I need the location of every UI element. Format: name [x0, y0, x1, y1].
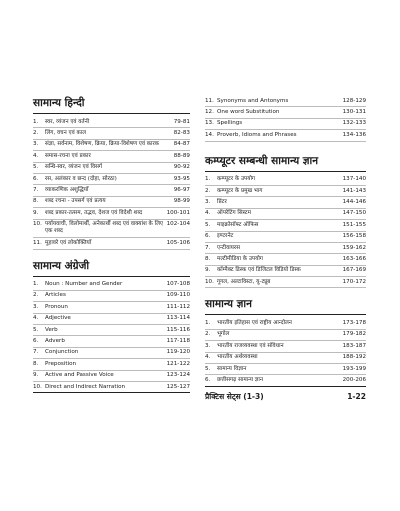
toc-entry — [33, 163, 190, 174]
toc-entry-number: 10. — [33, 221, 42, 228]
practice-sets-row — [205, 392, 366, 404]
toc-entry-title: भारतीय इतिहास एवं राष्ट्रीय आन्दोलन — [217, 320, 292, 327]
toc-entry-pages: 107-108 — [166, 281, 190, 288]
toc-entry-title: एन्टीवायरस — [217, 244, 240, 251]
toc-entry-title: Active and Passive Voice — [45, 372, 114, 379]
toc-entry — [33, 382, 190, 393]
section-title-computer: कम्प्यूटर सम्बन्धी सामान्य ज्ञान — [205, 154, 366, 172]
toc-entry-number: 6. — [205, 233, 211, 240]
toc-entry-title: संज्ञा, सर्वनाम, विशेषण, क्रिया, क्रिया-विशेषण एवं कारक — [45, 141, 160, 148]
toc-entry-pages: 141-143 — [342, 187, 366, 194]
toc-entry — [33, 128, 190, 139]
toc-entry-number: 3. — [205, 342, 211, 349]
toc-entry-pages: 134-136 — [342, 131, 366, 138]
toc-entry — [33, 185, 190, 196]
toc-entry-pages: 173-178 — [342, 320, 366, 327]
toc-entry-title: Pronoun — [45, 303, 68, 310]
toc-entry-pages: 98-99 — [173, 198, 190, 205]
toc-entry-title: Articles — [45, 292, 66, 299]
toc-entry-pages: 111-112 — [166, 303, 190, 310]
toc-entry-number: 5. — [205, 221, 211, 228]
section-title-gk: सामान्य ज्ञान — [205, 297, 366, 315]
toc-entry — [33, 359, 190, 370]
toc-entry-number: 11. — [205, 97, 214, 104]
toc-entry — [33, 325, 190, 336]
toc-entry-pages: 125-127 — [166, 383, 190, 390]
right-column — [205, 96, 366, 404]
toc-entry-title: रस, अलंकार व छन्द (दोहा, सोरठा) — [45, 175, 117, 182]
toc-entry-number: 9. — [205, 267, 211, 274]
section-title-hindi: सामान्य हिन्दी — [33, 96, 190, 114]
toc-entry-pages: 170-172 — [342, 278, 366, 285]
toc-entry-pages: 121-122 — [166, 360, 190, 367]
toc-entry-number: 6. — [33, 175, 39, 182]
computer-list — [205, 175, 366, 289]
toc-entry — [33, 302, 190, 313]
toc-entry-number: 4. — [205, 354, 211, 361]
toc-entry-pages: 93-95 — [173, 175, 190, 182]
toc-entry-pages: 132-133 — [342, 120, 366, 127]
toc-entry — [205, 318, 366, 329]
toc-entry-title: Verb — [45, 326, 58, 333]
toc-entry-title: Adverb — [45, 338, 65, 345]
english-list — [33, 280, 190, 394]
toc-entry-number: 3. — [33, 303, 39, 310]
toc-entry-number: 4. — [205, 210, 211, 217]
toc-entry — [205, 96, 366, 107]
toc-entry-title: Preposition — [45, 360, 77, 367]
toc-entry-number: 1. — [205, 320, 211, 327]
toc-entry-pages: 193-199 — [342, 365, 366, 372]
toc-entry-number: 14. — [205, 131, 214, 138]
toc-entry — [205, 353, 366, 364]
toc-entry-pages: 147-150 — [342, 210, 366, 217]
toc-entry-number: 2. — [205, 331, 211, 338]
toc-entry-title: सन्धि-स्वर, व्यंजन एवं विसर्ग — [45, 164, 103, 171]
toc-entry-pages: 100-101 — [166, 209, 190, 216]
toc-entry — [205, 209, 366, 220]
toc-entry — [33, 314, 190, 325]
toc-entry-number: 13. — [205, 120, 214, 127]
toc-entry-number: 9. — [33, 372, 39, 379]
toc-entry-pages: 137-140 — [342, 176, 366, 183]
toc-entry-pages: 200-206 — [342, 377, 366, 384]
toc-entry — [205, 375, 366, 386]
toc-entry-title: इण्टरनेट — [217, 233, 234, 240]
gk-list — [205, 318, 366, 386]
toc-entry-number: 8. — [33, 360, 39, 367]
toc-entry-number: 6. — [205, 377, 211, 384]
toc-entry-number: 6. — [33, 338, 39, 345]
toc-entry-pages: 102-104 — [166, 221, 190, 228]
toc-entry-pages: 90-92 — [173, 164, 190, 171]
toc-entry-number: 4. — [33, 315, 39, 322]
toc-entry — [205, 197, 366, 208]
toc-entry-number: 5. — [205, 365, 211, 372]
toc-entry-pages: 109-110 — [166, 292, 190, 299]
toc-entry-pages: 82-83 — [173, 129, 190, 136]
toc-entry — [33, 238, 190, 249]
toc-entry — [205, 277, 366, 288]
toc-entry-number: 3. — [205, 198, 211, 205]
toc-entry-title: कॉम्पैक्ट डिस्क एवं डिजिटल विडियो डिस्क — [217, 267, 301, 274]
toc-entry-number: 10. — [205, 278, 214, 285]
practice-sets-pages: 1-22 — [347, 391, 366, 401]
toc-entry-pages: 88-89 — [173, 152, 190, 159]
toc-entry-pages: 167-169 — [342, 267, 366, 274]
toc-entry-number: 1. — [205, 176, 211, 183]
toc-entry-title: व्याकरणिक अशुद्धियाँ — [45, 186, 89, 193]
toc-entry — [33, 371, 190, 382]
toc-entry — [205, 130, 366, 141]
toc-entry-number: 4. — [33, 152, 39, 159]
toc-entry — [205, 266, 366, 277]
toc-entry — [33, 151, 190, 162]
toc-entry-number: 5. — [33, 326, 39, 333]
toc-entry-title: Proverb, Idioms and Phrases — [217, 131, 297, 138]
left-column — [33, 96, 190, 393]
toc-entry-pages: 123-124 — [166, 372, 190, 379]
toc-entry-title: भारतीय अर्थव्यवस्था — [217, 354, 258, 361]
toc-entry-number: 7. — [205, 244, 211, 251]
toc-entry-pages: 79-81 — [173, 118, 190, 125]
toc-entry — [33, 197, 190, 208]
practice-sets-title: प्रैक्टिस सेट्स (1-3) — [205, 391, 264, 401]
toc-entry-pages: 113-114 — [166, 315, 190, 322]
toc-entry — [205, 175, 366, 186]
toc-entry — [205, 232, 366, 243]
english-continued-list — [205, 96, 366, 142]
toc-entry-title: मुहावरे एवं लोकोक्तियाँ — [45, 239, 92, 246]
toc-entry-title: पर्यायवाची, विलोमार्थी, अनेकार्थी शब्द एवं वाक्यांश के लिए एक शब्द — [45, 221, 163, 235]
toc-entry-title: लिंग, वचन एवं काल — [45, 129, 87, 136]
toc-entry — [205, 243, 366, 254]
toc-entry-pages: 151-155 — [342, 221, 366, 228]
toc-entry-title: कम्प्यूटर के उपयोग — [217, 176, 256, 183]
toc-entry — [33, 174, 190, 185]
toc-entry-number: 1. — [33, 118, 39, 125]
toc-entry — [33, 348, 190, 359]
toc-entry — [205, 364, 366, 375]
toc-entry — [205, 107, 366, 118]
toc-entry-title: Synonyms and Antonyms — [217, 97, 289, 104]
toc-entry-title: स्वर, व्यंजन एवं वर्तनी — [45, 118, 90, 125]
toc-entry-title: शब्द प्रकार-तत्सम, तद्भव, देशज एवं विदेशी शब्द — [45, 209, 143, 216]
toc-entry-title: ऑपरेटिंग सिस्टम — [217, 210, 251, 217]
toc-entry-title: Adjective — [45, 315, 71, 322]
toc-entry-title: Spellings — [217, 120, 243, 127]
toc-entry-pages: 179-182 — [342, 331, 366, 338]
toc-entry-pages: 96-97 — [173, 186, 190, 193]
toc-entry-pages: 144-146 — [342, 198, 366, 205]
toc-entry-title: माइक्रोसॉफ्ट ऑफिस — [217, 221, 259, 228]
toc-entry — [33, 140, 190, 151]
toc-entry — [33, 336, 190, 347]
toc-entry-number: 2. — [205, 187, 211, 194]
toc-entry-pages: 188-192 — [342, 354, 366, 361]
toc-entry-title: भूगोल — [217, 331, 230, 338]
toc-entry-title: Conjunction — [45, 349, 79, 356]
toc-entry — [205, 220, 366, 231]
toc-entry-pages: 105-106 — [166, 239, 190, 246]
toc-entry — [33, 220, 190, 239]
toc-entry — [205, 341, 366, 352]
toc-entry-pages: 128-129 — [342, 97, 366, 104]
toc-entry-pages: 115-116 — [166, 326, 190, 333]
toc-entry-title: समास-रचना एवं प्रकार — [45, 152, 91, 159]
toc-entry-number: 8. — [205, 255, 211, 262]
toc-entry-title: छत्तीसगढ़ सामान्य ज्ञान — [217, 377, 263, 384]
toc-entry-number: 2. — [33, 129, 39, 136]
toc-entry-number: 12. — [205, 108, 214, 115]
toc-entry-title: गूगल, अल्टाविस्टा, यू-ट्यूब — [217, 278, 271, 285]
toc-entry-number: 1. — [33, 281, 39, 288]
toc-entry — [33, 291, 190, 302]
toc-entry-pages: 117-118 — [166, 338, 190, 345]
toc-entry — [33, 117, 190, 128]
toc-entry-pages: 119-120 — [166, 349, 190, 356]
toc-entry-title: प्रिंटर — [217, 198, 227, 205]
toc-entry-title: Noun : Number and Gender — [45, 281, 123, 288]
toc-entry-pages: 156-158 — [342, 233, 366, 240]
toc-entry-title: भारतीय राजव्यवस्था एवं संविधान — [217, 342, 284, 349]
toc-entry-number: 11. — [33, 239, 42, 246]
section-title-english: सामान्य अंग्रेजी — [33, 259, 190, 277]
toc-entry-title: सामान्य विज्ञान — [217, 365, 247, 372]
toc-entry-title: Direct and Indirect Narration — [45, 383, 126, 390]
toc-entry-number: 2. — [33, 292, 39, 299]
toc-entry-title: One word Substitution — [217, 108, 280, 115]
toc-entry-number: 8. — [33, 198, 39, 205]
toc-entry-number: 9. — [33, 209, 39, 216]
toc-entry — [205, 254, 366, 265]
toc-entry-pages: 159-162 — [342, 244, 366, 251]
toc-entry — [205, 186, 366, 197]
toc-entry-number: 7. — [33, 349, 39, 356]
toc-entry-title: शब्द रचना - उपसर्ग एवं प्रत्यय — [45, 198, 106, 205]
toc-entry-number: 7. — [33, 186, 39, 193]
toc-entry-number: 10. — [33, 383, 42, 390]
toc-entry-pages: 183-187 — [342, 342, 366, 349]
toc-entry-title: मल्टीमीडिया के उपयोग — [217, 255, 263, 262]
toc-entry — [205, 119, 366, 130]
toc-entry-pages: 84-87 — [173, 141, 190, 148]
toc-entry-number: 5. — [33, 164, 39, 171]
toc-entry — [205, 330, 366, 341]
toc-entry — [33, 208, 190, 219]
toc-entry-pages: 163-166 — [342, 255, 366, 262]
hindi-list — [33, 117, 190, 250]
toc-entry-pages: 130-131 — [342, 108, 366, 115]
toc-entry-title: कम्प्यूटर के प्रमुख भाग — [217, 187, 263, 194]
toc-entry-number: 3. — [33, 141, 39, 148]
toc-entry — [33, 280, 190, 291]
